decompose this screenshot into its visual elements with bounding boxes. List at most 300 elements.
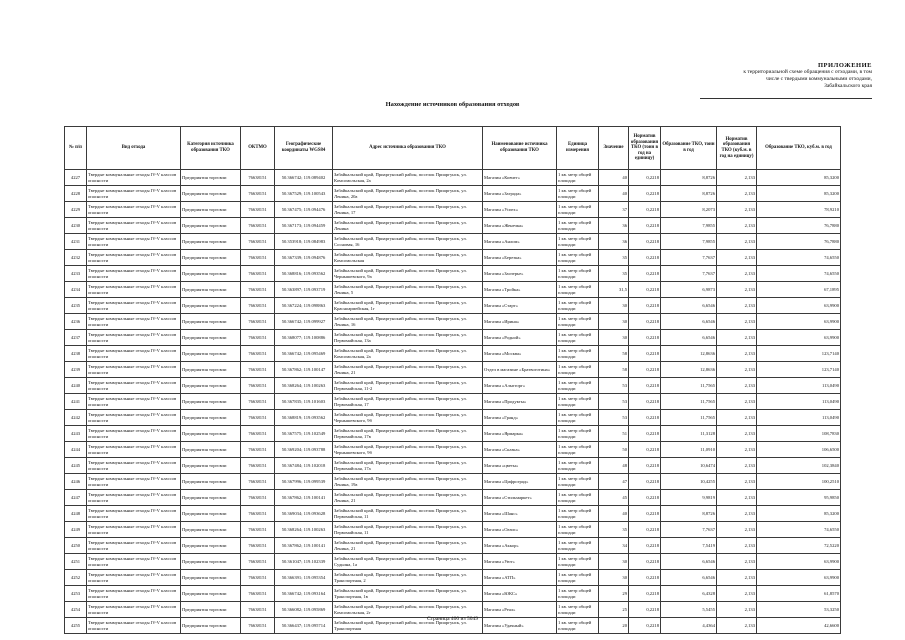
norm-tonnes-cell: 0,2218 bbox=[629, 234, 661, 250]
norm-cubic-cell: 2,133 bbox=[717, 330, 757, 346]
value-cell: 50 bbox=[599, 442, 629, 458]
waste-type-cell: Твердые коммунальные отходы IV-V классов опасности bbox=[87, 250, 181, 266]
row-number-cell: 4230 bbox=[65, 218, 87, 234]
oktmo-code-cell: 76638151 bbox=[241, 314, 275, 330]
oktmo-code-cell: 76638151 bbox=[241, 474, 275, 490]
tonnes-per-year-cell: 9,9819 bbox=[661, 490, 717, 506]
coordinates-cell: 50.367484; 119.102018 bbox=[275, 458, 333, 474]
unit-cell: 1 кв. метр общей площади bbox=[557, 490, 599, 506]
address-cell: Забайкальский край, Приаргунский район, поселок Приаргунск, ул. Комсомольская, 2г bbox=[333, 602, 483, 618]
norm-cubic-cell: 2,133 bbox=[717, 298, 757, 314]
source-category-cell: Предприятия торговли bbox=[181, 602, 241, 618]
cubic-per-year-cell: 67,1895 bbox=[757, 282, 841, 298]
cubic-per-year-cell: 113,0490 bbox=[757, 410, 841, 426]
cubic-per-year-cell: 85,3200 bbox=[757, 186, 841, 202]
row-number-cell: 4255 bbox=[65, 618, 87, 634]
norm-cubic-cell: 2,133 bbox=[717, 538, 757, 554]
appendix-header bbox=[632, 62, 872, 90]
cubic-per-year-cell: 113,0490 bbox=[757, 378, 841, 394]
source-name-cell: Магазин «Анлом» bbox=[483, 234, 557, 250]
coordinates-cell: 50.367224; 119.098863 bbox=[275, 298, 333, 314]
address-cell: Забайкальский край, Приаргунский район, поселок Приаргунск, ул. Ленина, 21 bbox=[333, 490, 483, 506]
value-cell: 40 bbox=[599, 170, 629, 186]
unit-cell: 1 кв. метр общей площади bbox=[557, 170, 599, 186]
cubic-per-year-cell: 74,6550 bbox=[757, 522, 841, 538]
coordinates-cell: 50.366437; 119.095714 bbox=[275, 618, 333, 634]
row-number-cell: 4252 bbox=[65, 570, 87, 586]
waste-type-cell: Твердые коммунальные отходы IV-V классов опасности bbox=[87, 186, 181, 202]
source-category-cell: Предприятия торговли bbox=[181, 490, 241, 506]
address-cell: Забайкальский край, Приаргунский район, поселок Приаргунск, ул. Красноармейская, 1г bbox=[333, 298, 483, 314]
cubic-per-year-cell: 100,2510 bbox=[757, 474, 841, 490]
address-cell: Забайкальский край, Приаргунский район, поселок Приаргунск, ул. Первомайская, 17а bbox=[333, 458, 483, 474]
cubic-per-year-cell: 63,9900 bbox=[757, 330, 841, 346]
norm-tonnes-cell: 0,2218 bbox=[629, 474, 661, 490]
tonnes-per-year-cell: 7,7637 bbox=[661, 266, 717, 282]
value-cell: 58 bbox=[599, 346, 629, 362]
cubic-per-year-cell: 108,7830 bbox=[757, 426, 841, 442]
tonnes-per-year-cell: 7,9855 bbox=[661, 218, 717, 234]
tonnes-per-year-cell: 10,6474 bbox=[661, 458, 717, 474]
cubic-per-year-cell: 123,7140 bbox=[757, 362, 841, 378]
table-row bbox=[65, 186, 841, 202]
norm-tonnes-cell: 0,2218 bbox=[629, 330, 661, 346]
table-row bbox=[65, 426, 841, 442]
norm-tonnes-cell: 0,2218 bbox=[629, 170, 661, 186]
norm-cubic-cell: 2,133 bbox=[717, 522, 757, 538]
source-category-cell: Предприятия торговли bbox=[181, 378, 241, 394]
source-category-cell: Предприятия торговли bbox=[181, 410, 241, 426]
table-row bbox=[65, 378, 841, 394]
source-name-cell: Магазин «Заграда» bbox=[483, 186, 557, 202]
norm-tonnes-cell: 0,2218 bbox=[629, 618, 661, 634]
tonnes-per-year-cell: 11,7565 bbox=[661, 394, 717, 410]
norm-tonnes-cell: 0,2218 bbox=[629, 522, 661, 538]
row-number-cell: 4247 bbox=[65, 490, 87, 506]
cubic-per-year-cell: 63,9900 bbox=[757, 570, 841, 586]
norm-tonnes-cell: 0,2218 bbox=[629, 538, 661, 554]
oktmo-code-cell: 76638151 bbox=[241, 554, 275, 570]
coordinates-cell: 50.366742; 119.095469 bbox=[275, 346, 333, 362]
table-row bbox=[65, 250, 841, 266]
norm-cubic-cell: 2,133 bbox=[717, 218, 757, 234]
source-category-cell: Предприятия торговли bbox=[181, 506, 241, 522]
table-row bbox=[65, 586, 841, 602]
unit-cell: 1 кв. метр общей площади bbox=[557, 298, 599, 314]
table-row bbox=[65, 218, 841, 234]
value-cell: 58 bbox=[599, 362, 629, 378]
coordinates-cell: 50.366742; 119.093164 bbox=[275, 586, 333, 602]
value-cell: 53 bbox=[599, 394, 629, 410]
address-cell: Забайкальский край, Приаргунский район, поселок Приаргунск, ул. Сосновая, 16 bbox=[333, 234, 483, 250]
norm-tonnes-cell: 0,2218 bbox=[629, 410, 661, 426]
table-row bbox=[65, 170, 841, 186]
source-category-cell: Предприятия торговли bbox=[181, 170, 241, 186]
waste-type-cell: Твердые коммунальные отходы IV-V классов опасности bbox=[87, 170, 181, 186]
unit-cell: 1 кв. метр общей площади bbox=[557, 426, 599, 442]
unit-cell: 1 кв. метр общей площади bbox=[557, 330, 599, 346]
norm-cubic-cell: 2,133 bbox=[717, 602, 757, 618]
tonnes-per-year-cell: 8,8726 bbox=[661, 186, 717, 202]
coordinates-cell: 50.367339; 119.094876 bbox=[275, 250, 333, 266]
tonnes-per-year-cell: 7,7637 bbox=[661, 522, 717, 538]
norm-tonnes-cell: 0,2218 bbox=[629, 298, 661, 314]
value-cell: 25 bbox=[599, 602, 629, 618]
cubic-per-year-cell: 53,3250 bbox=[757, 602, 841, 618]
tonnes-per-year-cell: 7,9855 bbox=[661, 234, 717, 250]
waste-type-cell: Твердые коммунальные отходы IV-V классов опасности bbox=[87, 426, 181, 442]
waste-type-cell: Твердые коммунальные отходы IV-V классов опасности bbox=[87, 378, 181, 394]
coordinates-cell: 50.363897; 119.093719 bbox=[275, 282, 333, 298]
waste-type-cell: Твердые коммунальные отходы IV-V классов опасности bbox=[87, 202, 181, 218]
value-cell: 48 bbox=[599, 458, 629, 474]
column-header: Географические координаты WGS84 bbox=[275, 127, 333, 170]
oktmo-code-cell: 76638151 bbox=[241, 346, 275, 362]
norm-cubic-cell: 2,133 bbox=[717, 186, 757, 202]
coordinates-cell: 50.367996; 119.099539 bbox=[275, 474, 333, 490]
oktmo-code-cell: 76638151 bbox=[241, 234, 275, 250]
source-name-cell: Магазин «Ковчег» bbox=[483, 170, 557, 186]
address-cell: Забайкальский край, Приаргунский район, поселок Приаргунск, ул. Первомайская, 11-2 bbox=[333, 378, 483, 394]
source-category-cell: Предприятия торговли bbox=[181, 202, 241, 218]
row-number-cell: 4245 bbox=[65, 458, 87, 474]
tonnes-per-year-cell: 5,5455 bbox=[661, 602, 717, 618]
source-name-cell: Магазин «Тройка» bbox=[483, 282, 557, 298]
row-number-cell: 4244 bbox=[65, 442, 87, 458]
row-number-cell: 4237 bbox=[65, 330, 87, 346]
norm-cubic-cell: 2,133 bbox=[717, 362, 757, 378]
norm-tonnes-cell: 0,2218 bbox=[629, 250, 661, 266]
norm-cubic-cell: 2,133 bbox=[717, 266, 757, 282]
oktmo-code-cell: 76638151 bbox=[241, 586, 275, 602]
coordinates-cell: 50.367173; 119.094459 bbox=[275, 218, 333, 234]
source-name-cell: Магазин «Ярмарка» bbox=[483, 426, 557, 442]
oktmo-code-cell: 76638151 bbox=[241, 618, 275, 634]
waste-type-cell: Твердые коммунальные отходы IV-V классов опасности bbox=[87, 506, 181, 522]
oktmo-code-cell: 76638151 bbox=[241, 522, 275, 538]
table-row bbox=[65, 362, 841, 378]
cubic-per-year-cell: 63,9900 bbox=[757, 554, 841, 570]
source-category-cell: Предприятия торговли bbox=[181, 346, 241, 362]
tonnes-per-year-cell: 12,8636 bbox=[661, 362, 717, 378]
table-row bbox=[65, 570, 841, 586]
norm-tonnes-cell: 0,2218 bbox=[629, 506, 661, 522]
source-name-cell: Магазин «Родной» bbox=[483, 330, 557, 346]
norm-tonnes-cell: 0,2218 bbox=[629, 218, 661, 234]
source-name-cell: Отдел в магазине «Братвоготина» bbox=[483, 362, 557, 378]
unit-cell: 1 кв. метр общей площади bbox=[557, 234, 599, 250]
value-cell: 37 bbox=[599, 202, 629, 218]
source-name-cell: Магазин «Москва» bbox=[483, 346, 557, 362]
norm-cubic-cell: 2,133 bbox=[717, 554, 757, 570]
waste-type-cell: Твердые коммунальные отходы IV-V классов опасности bbox=[87, 474, 181, 490]
address-cell: Забайкальский край, Приаргунский район, поселок Приаргунск, ул. Чернышевского, 9б bbox=[333, 442, 483, 458]
norm-cubic-cell: 2,133 bbox=[717, 506, 757, 522]
tonnes-per-year-cell: 6,4328 bbox=[661, 586, 717, 602]
appendix-rule bbox=[700, 98, 872, 99]
coordinates-cell: 50.367575; 119.102549 bbox=[275, 426, 333, 442]
oktmo-code-cell: 76638151 bbox=[241, 250, 275, 266]
tonnes-per-year-cell: 12,8636 bbox=[661, 346, 717, 362]
column-header: Единица измерения bbox=[557, 127, 599, 170]
table-row bbox=[65, 282, 841, 298]
tonnes-per-year-cell: 7,7637 bbox=[661, 250, 717, 266]
address-cell: Забайкальский край, Приаргунский район, поселок Приаргунск, ул. Первомайская, 17в bbox=[333, 426, 483, 442]
table-row bbox=[65, 410, 841, 426]
source-category-cell: Предприятия торговли bbox=[181, 442, 241, 458]
row-number-cell: 4254 bbox=[65, 602, 87, 618]
source-name-cell: Магазин «Ирина» bbox=[483, 314, 557, 330]
value-cell: 31,5 bbox=[599, 282, 629, 298]
tonnes-per-year-cell: 11,7565 bbox=[661, 410, 717, 426]
waste-type-cell: Твердые коммунальные отходы IV-V классов опасности bbox=[87, 618, 181, 634]
norm-tonnes-cell: 0,2218 bbox=[629, 186, 661, 202]
norm-cubic-cell: 2,133 bbox=[717, 314, 757, 330]
source-category-cell: Предприятия торговли bbox=[181, 522, 241, 538]
unit-cell: 1 кв. метр общей площади bbox=[557, 218, 599, 234]
unit-cell: 1 кв. метр общей площади bbox=[557, 250, 599, 266]
oktmo-code-cell: 76638151 bbox=[241, 538, 275, 554]
address-cell: Забайкальский край, Приаргунский район, поселок Приаргунск, ул. Транспортная bbox=[333, 618, 483, 634]
address-cell: Забайкальский край, Приаргунский район, поселок Приаргунск, ул. Чернышевского, 9б bbox=[333, 410, 483, 426]
oktmo-code-cell: 76638151 bbox=[241, 202, 275, 218]
row-number-cell: 4227 bbox=[65, 170, 87, 186]
coordinates-cell: 50.366391; 119.095354 bbox=[275, 570, 333, 586]
unit-cell: 1 кв. метр общей площади bbox=[557, 602, 599, 618]
coordinates-cell: 50.361047; 119.102339 bbox=[275, 554, 333, 570]
address-cell: Забайкальский край, Приаргунский район, поселок Приаргунск, ул. Ленина, 16 bbox=[333, 314, 483, 330]
oktmo-code-cell: 76638151 bbox=[241, 266, 275, 282]
source-category-cell: Предприятия торговли bbox=[181, 282, 241, 298]
unit-cell: 1 кв. метр общей площади bbox=[557, 186, 599, 202]
row-number-cell: 4249 bbox=[65, 522, 87, 538]
address-cell: Забайкальский край, Приаргунский район, поселок Приаргунск, ул. Ленина, 21 bbox=[333, 538, 483, 554]
cubic-per-year-cell: 78,9210 bbox=[757, 202, 841, 218]
cubic-per-year-cell: 74,6550 bbox=[757, 266, 841, 282]
norm-tonnes-cell: 0,2218 bbox=[629, 458, 661, 474]
norm-cubic-cell: 2,133 bbox=[717, 202, 757, 218]
source-category-cell: Предприятия торговли bbox=[181, 586, 241, 602]
address-cell: Забайкальский край, Приаргунский район, поселок Приаргунск, ул. Транспортная, 2 bbox=[333, 570, 483, 586]
cubic-per-year-cell: 76,7880 bbox=[757, 218, 841, 234]
waste-sources-table bbox=[64, 126, 841, 634]
oktmo-code-cell: 76638151 bbox=[241, 186, 275, 202]
source-name-cell: Магазин «Гранд» bbox=[483, 410, 557, 426]
appendix-line: к территориальной схеме обращения с отходами, в том bbox=[743, 69, 872, 75]
norm-cubic-cell: 2,133 bbox=[717, 490, 757, 506]
cubic-per-year-cell: 102,3840 bbox=[757, 458, 841, 474]
norm-cubic-cell: 2,133 bbox=[717, 618, 757, 634]
unit-cell: 1 кв. метр общей площади bbox=[557, 554, 599, 570]
address-cell: Забайкальский край, Приаргунский район, поселок Приаргунск, ул. Ленина, 20а bbox=[333, 186, 483, 202]
value-cell: 36 bbox=[599, 218, 629, 234]
source-category-cell: Предприятия торговли bbox=[181, 266, 241, 282]
oktmo-code-cell: 76638151 bbox=[241, 442, 275, 458]
cubic-per-year-cell: 85,3200 bbox=[757, 170, 841, 186]
unit-cell: 1 кв. метр общей площади bbox=[557, 314, 599, 330]
column-header: Норматив образования ТКО (тонн в год на единицу) bbox=[629, 127, 661, 170]
oktmo-code-cell: 76638151 bbox=[241, 490, 275, 506]
norm-cubic-cell: 2,133 bbox=[717, 570, 757, 586]
oktmo-code-cell: 76638151 bbox=[241, 282, 275, 298]
table-row bbox=[65, 506, 841, 522]
coordinates-cell: 50.367862; 119.100141 bbox=[275, 490, 333, 506]
value-cell: 51 bbox=[599, 426, 629, 442]
source-name-cell: Магазин «Удачный» bbox=[483, 618, 557, 634]
coordinates-cell: 50.367475; 119.094476 bbox=[275, 202, 333, 218]
waste-type-cell: Твердые коммунальные отходы IV-V классов опасности bbox=[87, 282, 181, 298]
waste-type-cell: Твердые коммунальные отходы IV-V классов опасности bbox=[87, 570, 181, 586]
waste-type-cell: Твердые коммунальные отходы IV-V классов опасности bbox=[87, 346, 181, 362]
norm-tonnes-cell: 0,2218 bbox=[629, 490, 661, 506]
value-cell: 35 bbox=[599, 250, 629, 266]
table-body bbox=[65, 170, 841, 634]
source-name-cell: Магазин «Уют» bbox=[483, 554, 557, 570]
row-number-cell: 4229 bbox=[65, 202, 87, 218]
unit-cell: 1 кв. метр общей площади bbox=[557, 474, 599, 490]
address-cell: Забайкальский край, Приаргунский район, поселок Приаргунск, ул. Ленина, 21 bbox=[333, 362, 483, 378]
value-cell: 30 bbox=[599, 314, 629, 330]
waste-type-cell: Твердые коммунальные отходы IV-V классов опасности bbox=[87, 458, 181, 474]
coordinates-cell: 50.369204; 119.093788 bbox=[275, 442, 333, 458]
coordinates-cell: 50.366742; 119.089402 bbox=[275, 170, 333, 186]
coordinates-cell: 50.368077; 119.100886 bbox=[275, 330, 333, 346]
source-category-cell: Предприятия торговли bbox=[181, 362, 241, 378]
oktmo-code-cell: 76638151 bbox=[241, 218, 275, 234]
column-header: ОКТМО bbox=[241, 127, 275, 170]
column-header: Образование ТКО, куб.м. в год bbox=[757, 127, 841, 170]
waste-type-cell: Твердые коммунальные отходы IV-V классов опасности bbox=[87, 538, 181, 554]
oktmo-code-cell: 76638151 bbox=[241, 602, 275, 618]
row-number-cell: 4235 bbox=[65, 298, 87, 314]
address-cell: Забайкальский край, Приаргунский район, поселок Приаргунск, ул. Транспортная, 1в bbox=[333, 586, 483, 602]
unit-cell: 1 кв. метр общей площади bbox=[557, 522, 599, 538]
tonnes-per-year-cell: 7,5419 bbox=[661, 538, 717, 554]
tonnes-per-year-cell: 6,6546 bbox=[661, 314, 717, 330]
oktmo-code-cell: 76638151 bbox=[241, 362, 275, 378]
waste-type-cell: Твердые коммунальные отходы IV-V классов опасности bbox=[87, 218, 181, 234]
cubic-per-year-cell: 42,6600 bbox=[757, 618, 841, 634]
source-category-cell: Предприятия торговли bbox=[181, 538, 241, 554]
tonnes-per-year-cell: 6,9873 bbox=[661, 282, 717, 298]
unit-cell: 1 кв. метр общей площади bbox=[557, 346, 599, 362]
norm-cubic-cell: 2,133 bbox=[717, 426, 757, 442]
source-category-cell: Предприятия торговли bbox=[181, 474, 241, 490]
norm-tonnes-cell: 0,2218 bbox=[629, 266, 661, 282]
norm-cubic-cell: 2,133 bbox=[717, 394, 757, 410]
source-name-cell: Магазин «Женечка» bbox=[483, 218, 557, 234]
row-number-cell: 4248 bbox=[65, 506, 87, 522]
row-number-cell: 4251 bbox=[65, 554, 87, 570]
unit-cell: 1 кв. метр общей площади bbox=[557, 362, 599, 378]
norm-tonnes-cell: 0,2218 bbox=[629, 362, 661, 378]
table-header-row bbox=[65, 127, 841, 170]
value-cell: 29 bbox=[599, 586, 629, 602]
source-name-cell: Магазин «Сказка» bbox=[483, 442, 557, 458]
unit-cell: 1 кв. метр общей площади bbox=[557, 378, 599, 394]
column-header: Норматив образования ТКО (куб.м. в год на единицу) bbox=[717, 127, 757, 170]
unit-cell: 1 кв. метр общей площади bbox=[557, 394, 599, 410]
table-row bbox=[65, 346, 841, 362]
norm-cubic-cell: 2,133 bbox=[717, 378, 757, 394]
cubic-per-year-cell: 106,6500 bbox=[757, 442, 841, 458]
address-cell: Забайкальский край, Приаргунский район, поселок Приаргунск, ул. Комсомольская, 2а bbox=[333, 346, 483, 362]
unit-cell: 1 кв. метр общей площади bbox=[557, 570, 599, 586]
address-cell: Забайкальский край, Приаргунский район, поселок Приаргунск, ул. Комсомольская bbox=[333, 250, 483, 266]
norm-cubic-cell: 2,133 bbox=[717, 410, 757, 426]
norm-tonnes-cell: 0,2218 bbox=[629, 570, 661, 586]
page-footer: Страница 400 из 5049 bbox=[426, 616, 479, 622]
address-cell: Забайкальский край, Приаргунский район, поселок Приаргунск, ул. Первомайская, 11 bbox=[333, 506, 483, 522]
norm-tonnes-cell: 0,2218 bbox=[629, 394, 661, 410]
value-cell: 53 bbox=[599, 378, 629, 394]
value-cell: 30 bbox=[599, 554, 629, 570]
source-category-cell: Предприятия торговли bbox=[181, 234, 241, 250]
norm-cubic-cell: 2,133 bbox=[717, 282, 757, 298]
column-header: Значение bbox=[599, 127, 629, 170]
tonnes-per-year-cell: 11,3128 bbox=[661, 426, 717, 442]
table-row bbox=[65, 314, 841, 330]
tonnes-per-year-cell: 11,7565 bbox=[661, 378, 717, 394]
unit-cell: 1 кв. метр общей площади bbox=[557, 266, 599, 282]
row-number-cell: 4236 bbox=[65, 314, 87, 330]
source-name-cell: Магазин «Березка» bbox=[483, 250, 557, 266]
source-category-cell: Предприятия торговли bbox=[181, 394, 241, 410]
cubic-per-year-cell: 63,9900 bbox=[757, 314, 841, 330]
cubic-per-year-cell: 72,5220 bbox=[757, 538, 841, 554]
oktmo-code-cell: 76638151 bbox=[241, 410, 275, 426]
tonnes-per-year-cell: 6,6546 bbox=[661, 570, 717, 586]
appendix-line: числе с твердыми коммунальными отходами, bbox=[765, 76, 872, 82]
address-cell: Забайкальский край, Приаргунский район, поселок Приаргунск, ул. Судьина, 1а bbox=[333, 554, 483, 570]
table-row bbox=[65, 234, 841, 250]
source-name-cell: Магазин «Альпторг» bbox=[483, 378, 557, 394]
table-row bbox=[65, 266, 841, 282]
cubic-per-year-cell: 63,9900 bbox=[757, 298, 841, 314]
coordinates-cell: 50.367529; 119.100543 bbox=[275, 186, 333, 202]
source-category-cell: Предприятия торговли bbox=[181, 554, 241, 570]
row-number-cell: 4246 bbox=[65, 474, 87, 490]
oktmo-code-cell: 76638151 bbox=[241, 458, 275, 474]
table-row bbox=[65, 522, 841, 538]
source-category-cell: Предприятия торговли bbox=[181, 330, 241, 346]
row-number-cell: 4253 bbox=[65, 586, 87, 602]
appendix-title: ПРИЛОЖЕНИЕ bbox=[817, 62, 872, 69]
norm-cubic-cell: 2,133 bbox=[717, 346, 757, 362]
value-cell: 40 bbox=[599, 186, 629, 202]
waste-type-cell: Твердые коммунальные отходы IV-V классов опасности bbox=[87, 330, 181, 346]
coordinates-cell: 50.366742; 119.099927 bbox=[275, 314, 333, 330]
waste-type-cell: Твердые коммунальные отходы IV-V классов опасности bbox=[87, 234, 181, 250]
value-cell: 35 bbox=[599, 522, 629, 538]
waste-type-cell: Твердые коммунальные отходы IV-V классов опасности bbox=[87, 522, 181, 538]
source-name-cell: Магазин «АТП» bbox=[483, 570, 557, 586]
coordinates-cell: 50.367862; 119.100147 bbox=[275, 362, 333, 378]
norm-cubic-cell: 2,133 bbox=[717, 442, 757, 458]
table-row bbox=[65, 298, 841, 314]
source-name-cell: Магазин «Старт» bbox=[483, 298, 557, 314]
source-name-cell: Магазин «Оазис» bbox=[483, 522, 557, 538]
waste-type-cell: Твердые коммунальные отходы IV-V классов опасности bbox=[87, 586, 181, 602]
norm-tonnes-cell: 0,2218 bbox=[629, 586, 661, 602]
column-header: Вид отхода bbox=[87, 127, 181, 170]
norm-cubic-cell: 2,133 bbox=[717, 250, 757, 266]
oktmo-code-cell: 76638151 bbox=[241, 170, 275, 186]
tonnes-per-year-cell: 8,8726 bbox=[661, 170, 717, 186]
coordinates-cell: 50.368264; 119.100263 bbox=[275, 378, 333, 394]
oktmo-code-cell: 76638151 bbox=[241, 426, 275, 442]
address-cell: Забайкальский край, Приаргунский район, поселок Приаргунск, ул. Первомайская, 13а bbox=[333, 330, 483, 346]
